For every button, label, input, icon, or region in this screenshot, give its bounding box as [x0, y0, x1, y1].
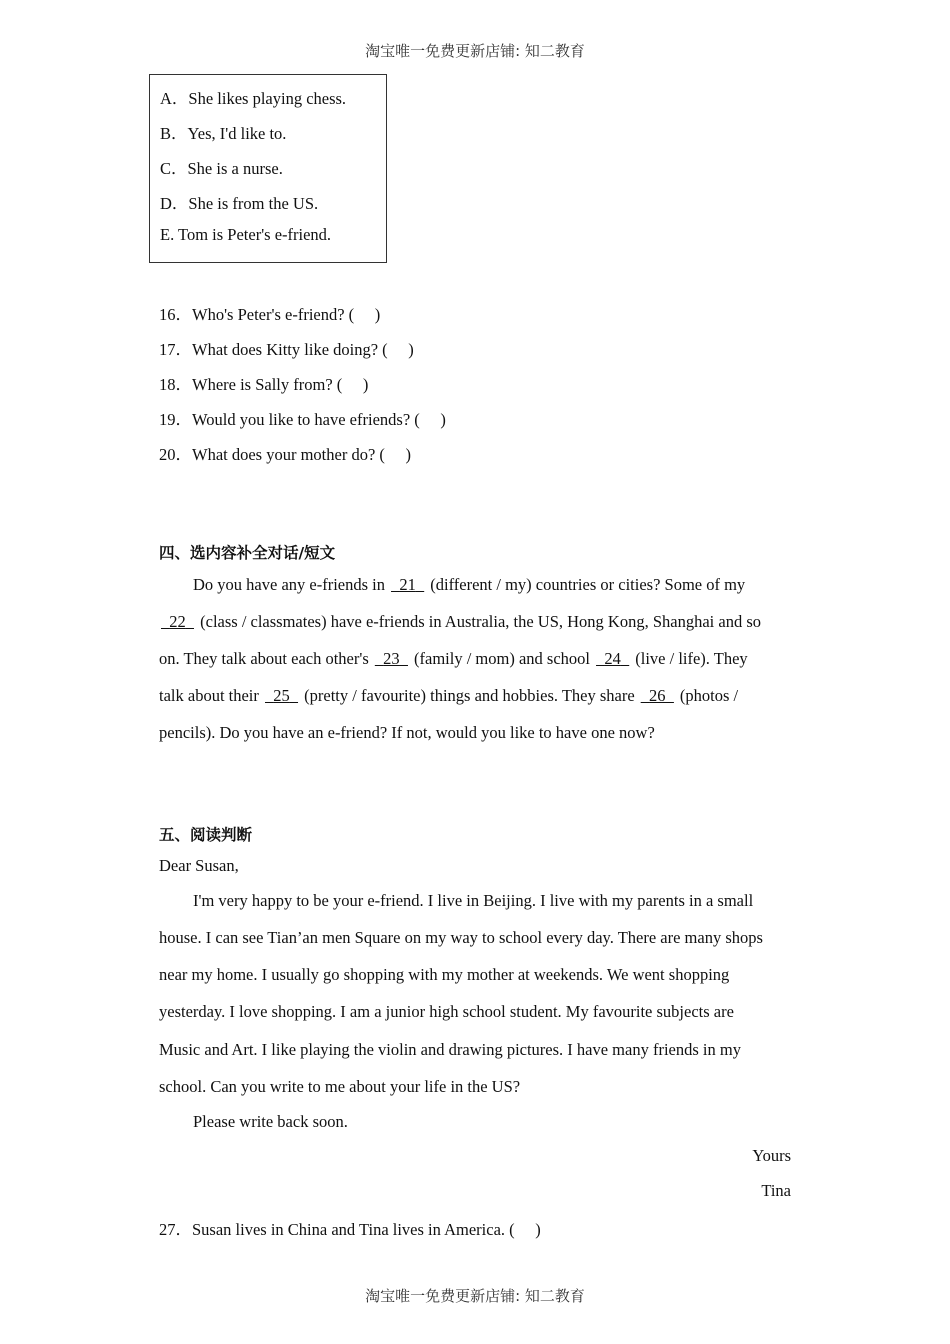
blank-26: 26 — [649, 686, 666, 705]
cloze-line-2: 22 (class / classmates) have e-friends in Australia, the US, Hong Kong, Shanghai and so — [159, 612, 761, 632]
options-box — [149, 74, 387, 263]
letter-line: Music and Art. I like playing the violin and drawing pictures. I have many friends in my — [159, 1040, 741, 1059]
blank-22: 22 — [169, 612, 186, 631]
question-16: 16．Who's Peter's e-friend? ( ) — [159, 305, 381, 324]
blank-24: 24 — [604, 649, 621, 668]
letter-line: near my home. I usually go shopping with my mother at weekends. We went shopping — [159, 965, 730, 984]
question-20: 20．What does your mother do? ( ) — [159, 445, 412, 464]
cloze-line-3: on. They talk about each other's 23 (family / mom) and school 24 (live / life). They — [159, 649, 748, 668]
option-d: D．She is from the US. — [160, 194, 319, 213]
question-17: 17．What does Kitty like doing? ( ) — [159, 340, 414, 359]
blank-25: 25 — [273, 686, 290, 705]
section-4-title: 四、选内容补全对话/短文 — [159, 544, 336, 562]
page-footer: 淘宝唯一免费更新店铺: 知二教育 — [365, 1287, 585, 1305]
blank-23: 23 — [383, 649, 400, 668]
option-e: E. Tom is Peter's e-friend. — [160, 225, 332, 244]
letter-yours: Yours — [752, 1146, 791, 1165]
letter-line: school. Can you write to me about your life in the US? — [159, 1077, 521, 1096]
blank-21: 21 — [399, 575, 416, 594]
question-19: 19．Would you like to have efriends? ( ) — [159, 410, 446, 429]
question-27: 27．Susan lives in China and Tina lives in America. ( ) — [159, 1220, 541, 1239]
letter-greeting: Dear Susan, — [159, 856, 239, 875]
option-a: A．She likes playing chess. — [160, 89, 347, 108]
cloze-line-1: Do you have any e-friends in 21 (different / my) countries or cities? Some of my — [193, 575, 746, 594]
option-b: B．Yes, I'd like to. — [160, 124, 287, 143]
section-5-title: 五、阅读判断 — [159, 826, 253, 844]
option-c: C．She is a nurse. — [160, 159, 283, 178]
letter-line: house. I can see Tian’an men Square on my way to school every day. There are many shops — [159, 928, 763, 947]
letter-line: I'm very happy to be your e-friend. I live in Beijing. I live with my parents in a small — [193, 891, 754, 910]
question-18: 18．Where is Sally from? ( ) — [159, 375, 369, 394]
letter-line: yesterday. I love shopping. I am a junior high school student. My favourite subjects are — [159, 1002, 734, 1021]
page-header: 淘宝唯一免费更新店铺: 知二教育 — [365, 42, 585, 60]
letter-closing: Please write back soon. — [193, 1112, 348, 1131]
letter-signature: Tina — [761, 1181, 791, 1200]
cloze-line-4: talk about their 25 (pretty / favourite) things and hobbies. They share 26 (photos / — [159, 686, 739, 705]
cloze-line-5: pencils). Do you have an e-friend? If not, would you like to have one now? — [159, 723, 655, 742]
